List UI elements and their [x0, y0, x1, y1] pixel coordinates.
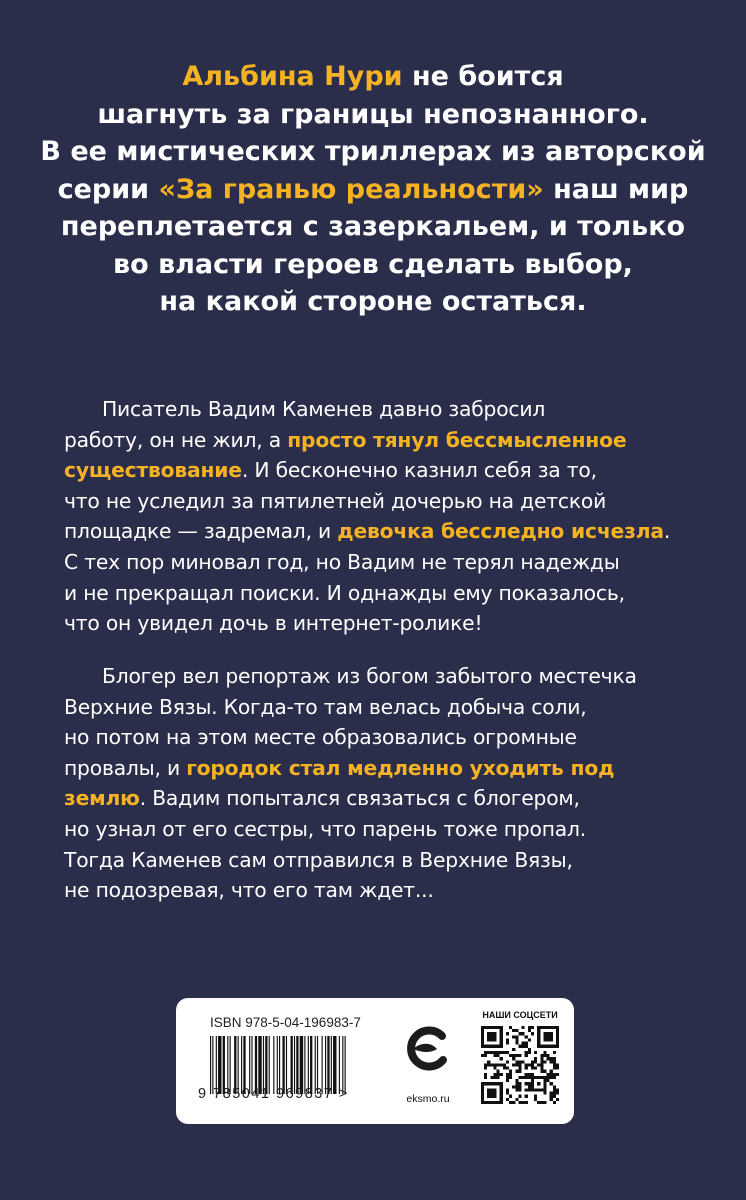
synopsis-paragraph-2	[64, 661, 684, 906]
synopsis-line	[64, 455, 684, 486]
highlight-text: Альбина Нури	[182, 61, 403, 92]
publisher-site: eksmo.ru	[406, 1093, 450, 1105]
synopsis-line	[64, 783, 684, 814]
text-segment: что не уследил за пятилетней дочерью на детской	[64, 488, 607, 513]
text-segment: Писатель Вадим Каменев давно забросил	[102, 397, 546, 421]
synopsis-line	[64, 845, 684, 876]
qr-code-icon	[481, 1026, 559, 1104]
synopsis-line	[64, 394, 684, 425]
synopsis-line	[64, 661, 684, 692]
synopsis-line	[64, 753, 684, 784]
text-segment: во власти героев сделать выбор,	[113, 248, 633, 280]
highlight-text: городок стал медленно уходить под	[186, 755, 615, 780]
text-segment: .	[663, 519, 671, 544]
text-segment: и не прекращал поиски. И однажды ему показалось,	[64, 580, 625, 605]
intro-line	[40, 283, 706, 321]
intro-line	[40, 208, 706, 246]
intro-line	[40, 133, 706, 171]
intro-line	[40, 58, 706, 96]
text-segment: не подозревая, что его там ждет...	[64, 878, 434, 903]
text-segment: работу, он не жил, а	[64, 427, 288, 452]
highlight-text: просто тянул бессмысленное	[287, 427, 627, 452]
synopsis-paragraph-1	[64, 394, 684, 639]
synopsis-line	[64, 722, 684, 753]
highlight-text: «За гранью реальности»	[158, 173, 544, 205]
barcode-digits: 9 785041 969837 >	[198, 1086, 349, 1102]
synopsis-line	[64, 692, 684, 723]
highlight-text: девочка бесследно исчезла	[337, 519, 664, 544]
isbn-label: ISBN 978-5-04-196983-7	[210, 1015, 361, 1030]
text-segment: В ее мистических триллерах из авторской	[40, 136, 706, 167]
text-segment: но потом на этом месте образовались огромные	[64, 725, 577, 750]
synopsis-line	[64, 486, 684, 517]
highlight-text: существование	[64, 458, 242, 483]
text-segment: . И бесконечно казнил себя за то,	[241, 458, 597, 483]
text-segment: на какой стороне остаться.	[159, 286, 587, 317]
text-segment: площадке — задремал, и	[64, 519, 338, 544]
text-segment: переплетается с зазеркальем, и только	[60, 211, 686, 242]
imprint-panel	[176, 998, 574, 1124]
synopsis-line	[64, 425, 684, 456]
social-label: НАШИ СОЦСЕТИ	[482, 1010, 558, 1020]
synopsis-line	[64, 547, 684, 578]
text-segment: но узнал от его сестры, что парень тоже пропал.	[64, 816, 587, 841]
text-segment: наш мир	[543, 173, 689, 205]
synopsis-line	[64, 516, 684, 547]
intro-line	[40, 246, 706, 284]
text-segment: С тех пор миновал год, но Вадим не терял надежды	[64, 549, 620, 574]
text-segment: серии	[57, 173, 159, 205]
intro-line	[40, 96, 706, 134]
text-segment: не боится	[402, 61, 564, 92]
text-segment: что он увидел дочь в интернет-ролике!	[64, 611, 483, 636]
synopsis-line	[64, 814, 684, 845]
text-segment: Блогер вел репортаж из богом забытого местечка	[102, 664, 637, 688]
text-segment: провалы, и	[64, 755, 187, 780]
text-segment: Верхние Вязы. Когда-то там велась добыча соли,	[64, 694, 587, 719]
intro-line	[40, 171, 706, 209]
intro-blurb	[40, 58, 706, 321]
text-segment: шагнуть за границы непознанного.	[97, 98, 649, 130]
text-segment: . Вадим попытался связаться с блогером,	[139, 786, 580, 811]
highlight-text: землю	[64, 786, 140, 811]
synopsis-line	[64, 608, 684, 639]
eksmo-logo-icon	[401, 1022, 453, 1074]
text-segment: Тогда Каменев сам отправился в Верхние Вязы,	[64, 847, 573, 872]
synopsis-line	[64, 578, 684, 609]
synopsis-line	[64, 875, 684, 906]
